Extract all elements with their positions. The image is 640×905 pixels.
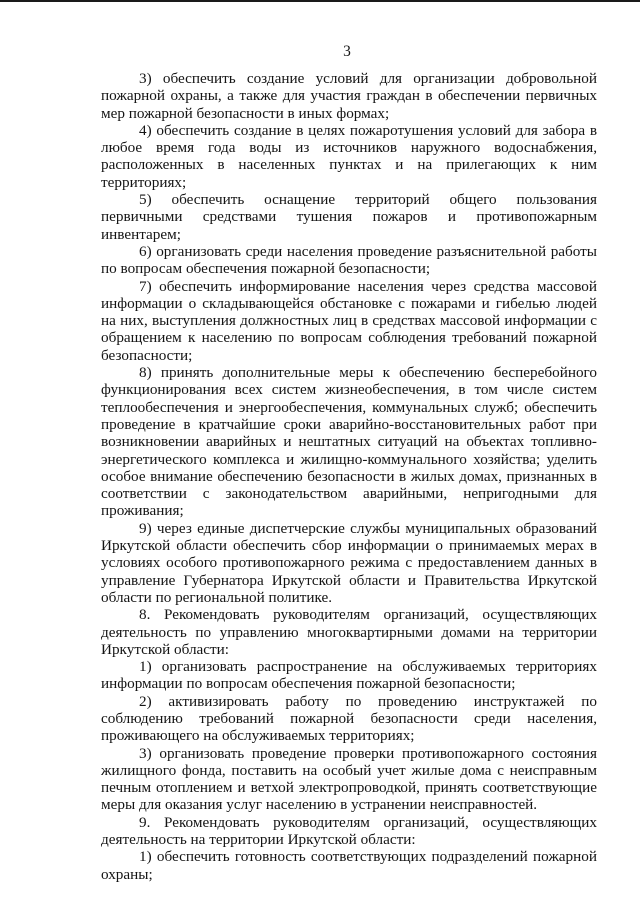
paragraph-section-8-item-2: 2) активизировать работу по проведению инструктажей по соблюдению требований пожарной безопасности среди населения, проживающего на обслуживаемых территориях; [101,692,597,745]
paragraph-item-7: 7) обеспечить информирование населения через средства массовой информации о складывающейся обстановке с пожарами и гибелью людей на них, выступления должностных лиц в средствах массовой информации с обращением к населению по вопросам соблюдения требований пожарной безопасности; [101,277,597,364]
paragraph-item-5: 5) обеспечить оснащение территорий общего пользования первичными средствами тушения пожаров и противопожарным инвентарем; [101,191,597,243]
paragraph-section-8: 8. Рекомендовать руководителям организаций, осуществляющих деятельность по управлению многоквартирными домами на территории Иркутской области: [101,606,597,658]
paragraph-item-3: 3) обеспечить создание условий для организации добровольной пожарной охраны, а также для участия граждан в обеспечении первичных мер пожарной безопасности в иных формах; [101,70,597,122]
paragraph-section-8-item-3: 3) организовать проведение проверки противопожарного состояния жилищного фонда, поставить на особый учет жилые дома с неисправным печным отоплением и ветхой электропроводкой, принять соответствующие меры для оказания услуг населению в устранении неисправностей. [101,744,597,814]
paragraph-section-9-item-1: 1) обеспечить готовность соответствующих подразделений пожарной охраны; [101,848,597,883]
paragraph-item-9: 9) через единые диспетчерские службы муниципальных образований Иркутской области обеспечить сбор информации о принимаемых мерах в условиях особого противопожарного режима с предоставлением данных в управление Губернатора Иркутской области и Правительства Иркутской области по региональной политике. [101,519,597,606]
page-number: 3 [343,43,351,60]
page-top-edge [0,0,640,2]
paragraph-item-8: 8) принять дополнительные меры к обеспечению бесперебойного функционирования всех систем жизнеобеспечения, в том числе систем теплообеспечения и энергообеспечения, коммунальных служб; обеспечить проведение в кратчайшие сроки аварийно-восстановительных работ при возникновении аварийных и нештатных ситуаций на объектах топливно-энергетического комплекса и жилищно-коммунального хозяйства; уделить особое внимание обеспечению безопасности в жилых домах, признанных в соответствии с законодательством аварийными, непригодными для проживания; [101,364,597,520]
paragraph-item-4: 4) обеспечить создание в целях пожаротушения условий для забора в любое время года воды из источников наружного водоснабжения, расположенных в населенных пунктах и на прилегающих к ним территориях; [101,121,597,191]
paragraph-section-8-item-1: 1) организовать распространение на обслуживаемых территориях информации по вопросам обеспечения пожарной безопасности; [101,658,597,693]
paragraph-item-6: 6) организовать среди населения проведение разъяснительной работы по вопросам обеспечения пожарной безопасности; [101,242,597,278]
document-body [101,70,597,883]
paragraph-section-9: 9. Рекомендовать руководителям организаций, осуществляющих деятельность на территории Иркутской области: [101,813,597,849]
